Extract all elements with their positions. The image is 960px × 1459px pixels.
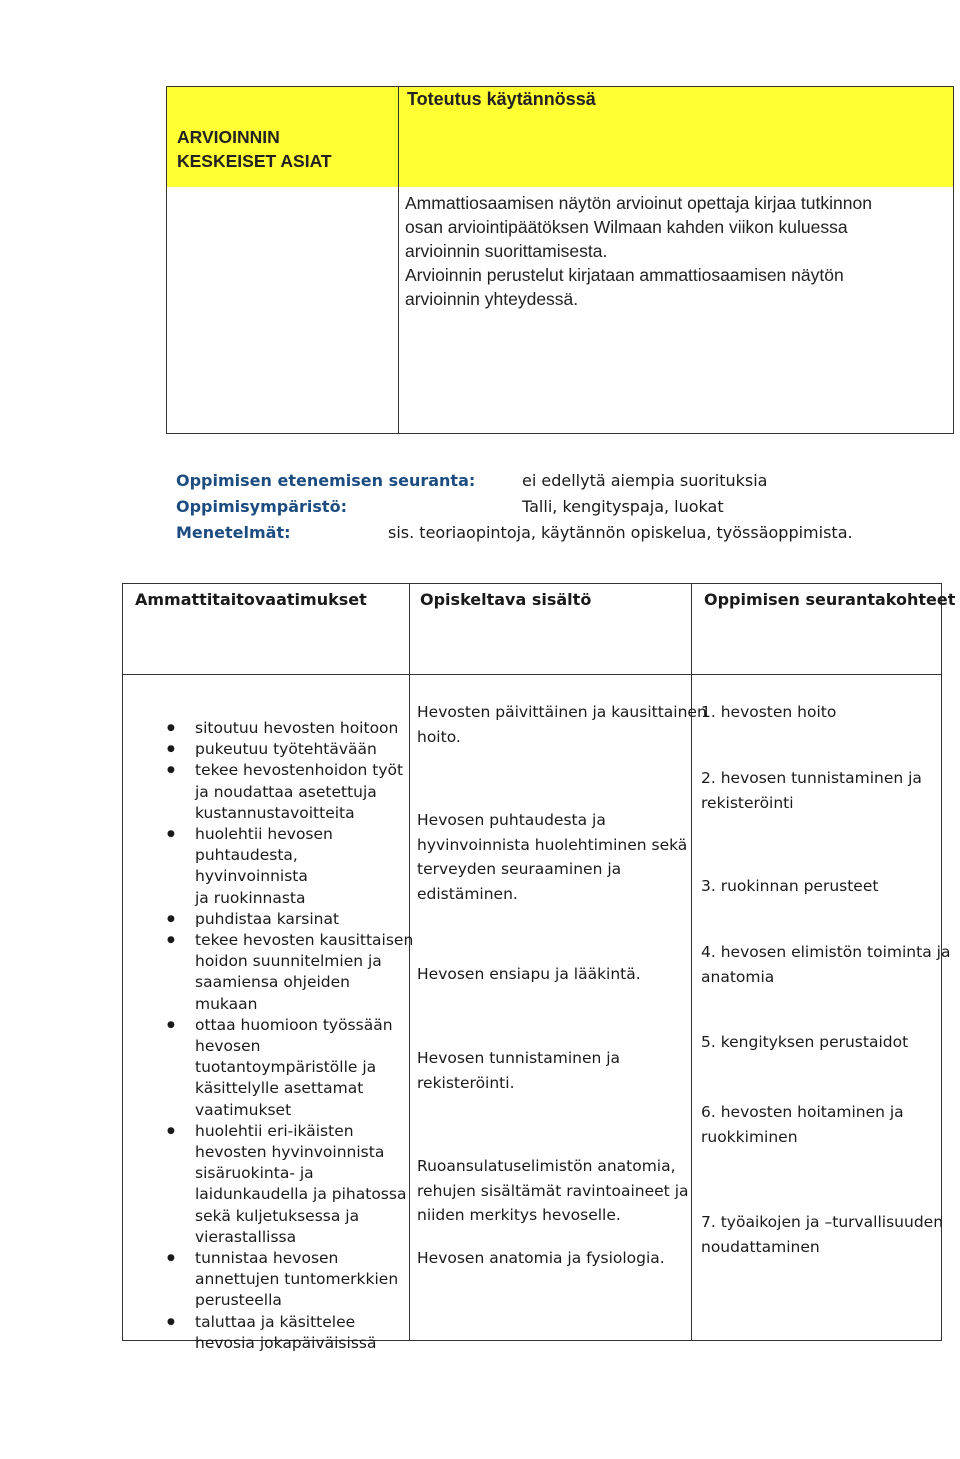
content-item: Hevosen tunnistaminen ja rekisteröinti. — [417, 1049, 621, 1092]
implementation-body: Ammattiosaamisen näytön arvioinut opettaja kirjaa tutkinnon osan arviointipäätöksen Wilmaan kahden viikon kuluessa arvioinnin suorittamisesta. Arvioinnin perustelut kirjataan ammattiosaamisen näytön arvioinnin yhteydessä. — [405, 193, 872, 309]
content-item: Hevosen puhtaudesta ja hyvinvoinnista huolehtiminen sekä terveyden seuraaminen ja edistäminen. — [417, 811, 688, 903]
list-item: ● puhdistaa karsinat — [123, 909, 415, 930]
content-item: Hevosen anatomia ja fysiologia. — [417, 1249, 665, 1267]
column-divider — [691, 584, 692, 1340]
assessment-label: ARVIOINNIN KESKEISET ASIAT — [177, 127, 332, 171]
header-contents: Opiskeltava sisältö — [420, 590, 592, 609]
skills-table — [122, 583, 956, 1352]
contents-column — [417, 700, 707, 1330]
list-item: ● ottaa huomioon työssään hevosen tuotantoympäristölle ja käsittelylle asettamat vaatimukset — [123, 1015, 415, 1121]
header-requirements: Ammattitaitovaatimukset — [135, 590, 367, 609]
list-item: ● huolehtii hevosen puhtaudesta, hyvinvoinnista ja ruokinnasta — [123, 824, 415, 909]
implementation-title: Toteutus käytännössä — [407, 89, 596, 109]
list-item: ● tunnistaa hevosen annettujen tuntomerkkien perusteella — [123, 1248, 415, 1312]
requirements-list — [123, 718, 415, 1354]
assessment-table — [166, 86, 954, 434]
header-divider — [123, 674, 941, 675]
targets-column — [701, 700, 951, 1330]
target-item: 7. työaikojen ja –turvallisuuden noudattaminen — [701, 1213, 944, 1256]
target-item: 2. hevosen tunnistaminen ja rekisteröinti — [701, 769, 922, 812]
list-item: ● sitoutuu hevosten hoitoon — [123, 718, 415, 739]
list-item: ● huolehtii eri-ikäisten hevosten hyvinvoinnista sisäruokinta- ja laidunkaudella ja pihatossa sekä kuljetuksessa ja vierastallissa — [123, 1121, 415, 1248]
list-item: ● taluttaa ja käsittelee hevosia jokapäiväisissä — [123, 1312, 415, 1354]
target-item: 3. ruokinnan perusteet — [701, 877, 879, 895]
assessment-label-cell — [167, 87, 399, 187]
list-item: ● pukeutuu työtehtävään — [123, 739, 415, 760]
target-item: 4. hevosen elimistön toiminta ja anatomia — [701, 943, 951, 986]
target-item: 5. kengityksen perustaidot — [701, 1033, 909, 1051]
header-targets: Oppimisen seurantakohteet — [704, 590, 956, 609]
implementation-header — [399, 87, 953, 187]
assessment-label-blank — [167, 187, 399, 433]
content-item: Hevosen ensiapu ja lääkintä. — [417, 965, 641, 983]
info-block: Oppimisen etenemisen seuranta: ei edellytä aiempia suorituksia Oppimisympäristö: Talli, kengityspaja, luokat Menetelmät: sis. teoriaopintoja, käytännön opiskelua, työssäoppimista. — [176, 471, 853, 542]
target-item: 1. hevosten hoito — [701, 703, 837, 721]
list-item: ● tekee hevosten kausittaisen hoidon suunnitelmien ja saamiensa ohjeiden mukaan — [123, 930, 415, 1015]
list-item: ● tekee hevostenhoidon työt ja noudattaa asetettuja kustannustavoitteita — [123, 760, 415, 824]
content-item: Ruoansulatuselimistön anatomia, rehujen sisältämät ravintoaineet ja niiden merkitys hevoselle. — [417, 1157, 689, 1224]
target-item: 6. hevosten hoitaminen ja ruokkiminen — [701, 1103, 904, 1146]
content-item: Hevosten päivittäinen ja kausittainen hoito. — [417, 703, 707, 746]
